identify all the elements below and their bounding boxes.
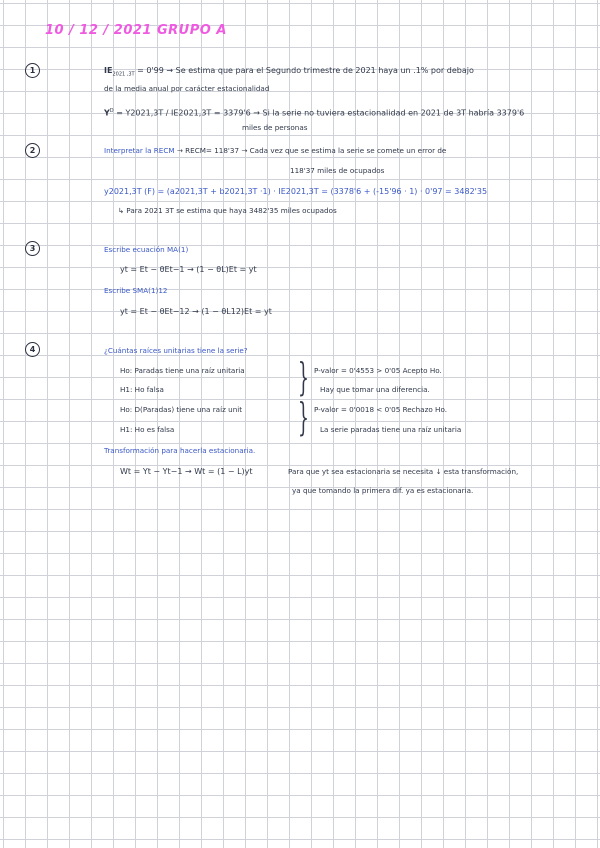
q2-line1-text: → RECM= 118'37 → Cada vez que se estima la serie se comete un error de bbox=[174, 146, 447, 155]
q2-line1 bbox=[104, 146, 446, 156]
q2-line4: ↳ Para 2021 3T se estima que haya 3482'35 miles ocupados bbox=[118, 206, 337, 215]
q4-transform-title: Transformación para hacerla estacionaria. bbox=[104, 446, 256, 455]
section-number-1: 1 bbox=[25, 63, 40, 78]
q4-h1-b: H1: Ho es falsa bbox=[120, 425, 175, 434]
q1-line4: miles de personas bbox=[242, 123, 308, 132]
q1-line1-text: = 0'99 → Se estima que para el Segundo trimestre de 2021 haya un .1% por debajo bbox=[137, 66, 474, 75]
q4-transform-note1: Para que yt sea estacionaria se necesita ↓ esta transformación, bbox=[288, 467, 519, 476]
q2-line3: y2021,3T (F) = (a2021,3T + b2021,3T ·1) · IE2021,3T = (3378'6 + (-15'96 · 1) · 0'97 = 3482'35 bbox=[104, 187, 488, 196]
q1-line3 bbox=[104, 106, 524, 119]
q4-question: ¿Cuántas raíces unitarias tiene la serie? bbox=[104, 346, 248, 355]
section-number-2: 2 bbox=[25, 143, 40, 158]
q4-h0-b: Ho: D(Paradas) tiene una raíz unit bbox=[120, 405, 243, 414]
q4-transform-eq: Wt = Yt − Yt−1 → Wt = (1 − L)yt bbox=[120, 467, 253, 476]
q3-label1: Escribe ecuación MA(1) bbox=[104, 245, 189, 254]
q4-result-a1: P-valor = 0'4553 > 0'05 Acepto Ho. bbox=[314, 366, 442, 375]
hypothesis-brace-b: } bbox=[298, 395, 309, 439]
q3-label2: Escribe SMA(1)12 bbox=[104, 286, 168, 295]
q2-line2: 118'37 miles de ocupados bbox=[290, 166, 385, 175]
q2-heading: Interpretar la RECM bbox=[104, 146, 175, 155]
q4-result-a2: Hay que tomar una diferencia. bbox=[320, 385, 430, 394]
q1-ie-label: IE bbox=[104, 66, 113, 75]
hypothesis-brace-a: } bbox=[298, 355, 309, 399]
q3-eq2: yt = Et − θEt−12 → (1 − θL12)Et = yt bbox=[120, 307, 272, 316]
q1-y-label: Y bbox=[104, 108, 110, 118]
q1-line1 bbox=[104, 66, 474, 80]
q4-result-b1: P-valor = 0'0018 < 0'05 Rechazo Ho. bbox=[314, 405, 448, 414]
q4-result-b2: La serie paradas tiene una raíz unitaria bbox=[320, 425, 462, 434]
q4-transform-note2: ya que tomando la primera dif. ya es estacionaria. bbox=[292, 486, 474, 495]
date-group-header: 10 / 12 / 2021 GRUPO A bbox=[45, 23, 227, 38]
q1-line2: de la media anual por carácter estacionalidad bbox=[104, 84, 270, 93]
q1-y-superscript: D bbox=[109, 108, 114, 114]
section-number-4: 4 bbox=[25, 342, 40, 357]
q1-ie-subscript: 2021 ,3T bbox=[112, 71, 135, 78]
q3-eq1: yt = Et − θEt−1 → (1 − θL)Et = yt bbox=[120, 265, 257, 274]
q1-line3-text: = Y2021,3T / IE2021,3T = 3379'6 → Si la serie no tuviera estacionalidad en 2021 de 3T habría 3379'6 bbox=[116, 108, 525, 118]
q4-h0-a: Ho: Paradas tiene una raíz unitaria bbox=[120, 366, 245, 375]
q4-h1-a: H1: Ho falsa bbox=[120, 385, 164, 394]
section-number-3: 3 bbox=[25, 241, 40, 256]
